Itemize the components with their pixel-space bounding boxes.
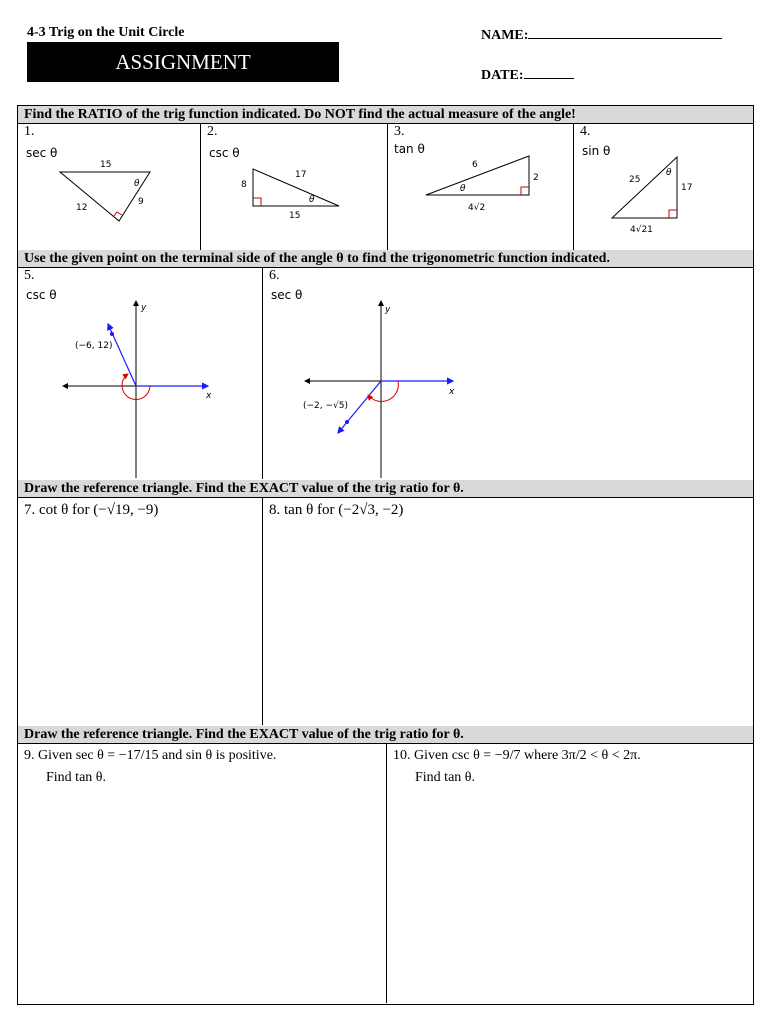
side-label: 6: [472, 160, 478, 170]
triangle-diagram: [201, 124, 388, 250]
problem-number: 4.: [580, 124, 591, 139]
problem-9[interactable]: [18, 744, 387, 1003]
axis-label: x: [206, 391, 212, 401]
axis-label: x: [449, 387, 455, 397]
axis-label: y: [385, 305, 391, 315]
side-label: 25: [629, 175, 641, 185]
problem-7[interactable]: [18, 498, 263, 725]
problem-text: 8. tan θ for (−2√3, −2): [269, 502, 404, 518]
side-label: 2: [533, 173, 539, 183]
problem-text: 7. cot θ for (−√19, −9): [24, 502, 159, 518]
triangle-diagram: [18, 124, 201, 250]
problem-8[interactable]: [263, 498, 753, 725]
problem-10[interactable]: [387, 744, 753, 1003]
side-label: 15: [100, 160, 112, 170]
problem-text: 10. Given csc θ = −9/7 where 3π/2 < θ < 2π.: [393, 748, 641, 763]
angle-label: θ: [309, 195, 315, 205]
problem-2: [201, 124, 388, 250]
problem-6: [263, 268, 753, 479]
section-terminal-header: Use the given point on the terminal side of the angle θ to find the trigonometric function indicated.: [18, 250, 753, 268]
problem-1: [18, 124, 201, 250]
side-label: 17: [681, 183, 693, 193]
triangle-diagram: [388, 124, 574, 250]
coordinate-diagram: [18, 268, 263, 479]
section-terminal-side: [17, 250, 754, 481]
trig-function: csc θ: [26, 288, 57, 302]
date-underline: [524, 65, 574, 79]
section-ratio: [17, 105, 754, 252]
angle-label: θ: [666, 168, 672, 178]
triangle-diagram: [574, 124, 751, 250]
side-label: 17: [295, 170, 307, 180]
problem-number: 6.: [269, 268, 280, 283]
problem-number: 2.: [207, 124, 218, 139]
date-field[interactable]: [481, 65, 574, 84]
problem-4: [574, 124, 751, 250]
trig-function: tan θ: [394, 142, 425, 156]
problem-text: 9. Given sec θ = −17/15 and sin θ is positive.: [24, 748, 277, 763]
section-reference-triangle-points: [17, 480, 754, 727]
trig-function: csc θ: [209, 146, 240, 160]
section-ref-header-2: Draw the reference triangle. Find the EXACT value of the trig ratio for θ.: [18, 726, 753, 744]
problem-subtext: Find tan θ.: [415, 770, 475, 785]
problem-3: [388, 124, 574, 250]
point-label: (−6, 12): [75, 341, 113, 351]
side-label: 4√21: [630, 225, 653, 235]
side-label: 4√2: [468, 203, 486, 213]
name-field[interactable]: [481, 25, 722, 44]
trig-function: sec θ: [271, 288, 303, 302]
problem-number: 5.: [24, 268, 35, 283]
section-ref-header-1: Draw the reference triangle. Find the EXACT value of the trig ratio for θ.: [18, 480, 753, 498]
side-label: 8: [241, 180, 247, 190]
trig-function: sin θ: [582, 144, 611, 158]
problem-5: [18, 268, 263, 479]
problem-subtext: Find tan θ.: [46, 770, 106, 785]
angle-label: θ: [134, 179, 140, 189]
section-ratio-header: Find the RATIO of the trig function indicated. Do NOT find the actual measure of the angle!: [18, 106, 753, 124]
section-reference-triangle-given: [17, 726, 754, 1005]
name-underline: [528, 25, 722, 39]
axis-label: y: [141, 303, 147, 313]
problem-number: 1.: [24, 124, 35, 139]
coordinate-diagram: [263, 268, 753, 479]
date-label: DATE:: [481, 68, 524, 83]
angle-label: θ: [460, 184, 466, 194]
point-label: (−2, −√5): [303, 401, 349, 411]
side-label: 15: [289, 211, 301, 221]
problem-number: 3.: [394, 124, 405, 139]
assignment-banner: ASSIGNMENT: [27, 42, 339, 82]
name-label: NAME:: [481, 28, 529, 43]
worksheet-title: 4-3 Trig on the Unit Circle: [27, 25, 185, 40]
trig-function: sec θ: [26, 146, 58, 160]
side-label: 12: [76, 203, 88, 213]
side-label: 9: [138, 197, 144, 207]
